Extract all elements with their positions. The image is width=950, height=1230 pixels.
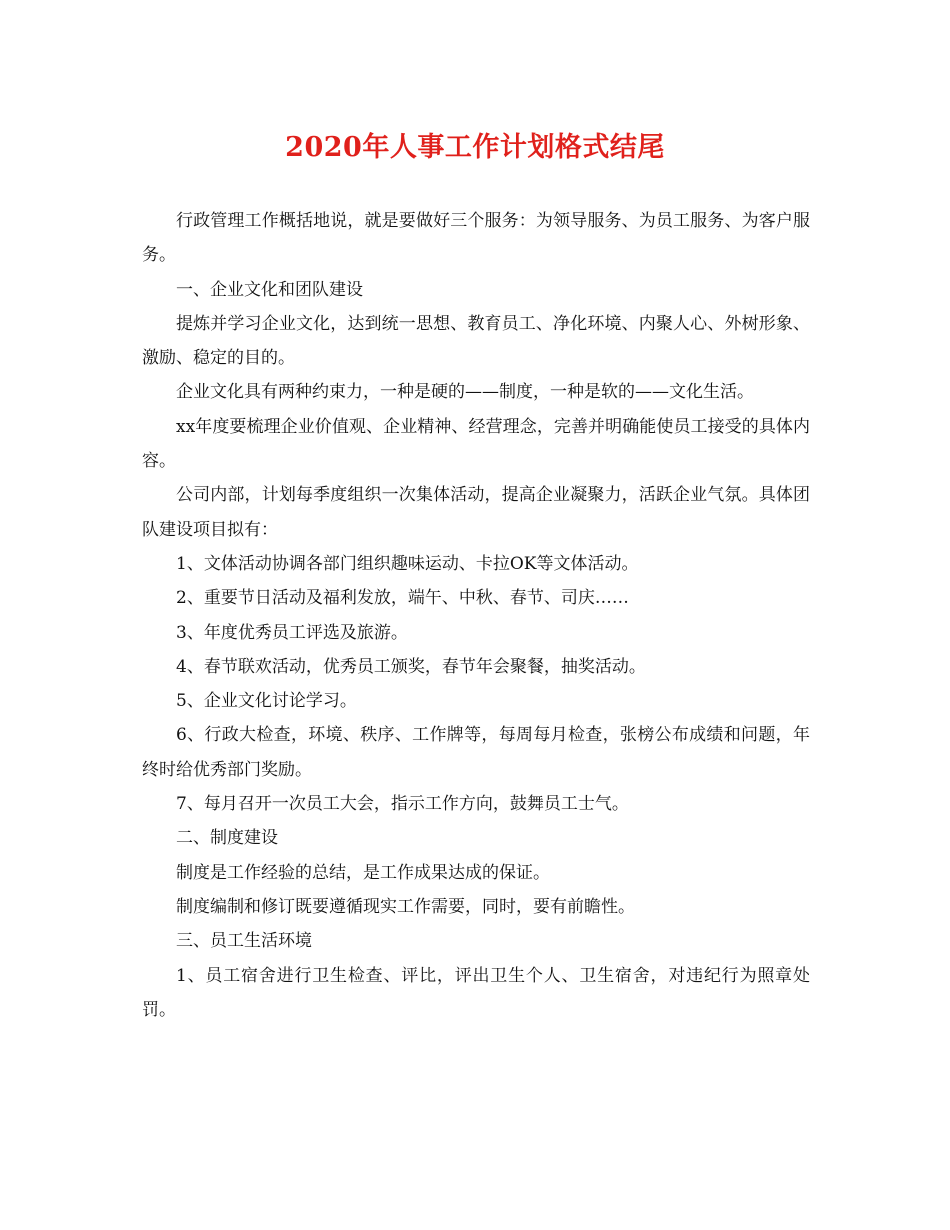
list-item: 1、员工宿舍进行卫生检查、评比，评出卫生个人、卫生宿舍，对违纪行为照章处罚。 — [142, 965, 810, 1020]
list-item: 4、春节联欢活动，优秀员工颁奖，春节年会聚餐，抽奖活动。 — [176, 656, 646, 677]
paragraph: 企业文化具有两种约束力，一种是硬的——制度，一种是软的——文化生活。 — [176, 382, 754, 403]
list-item: 6、行政大检查，环境、秩序、工作牌等，每周每月检查，张榜公布成绩和问题，年终时给优秀部门奖励。 — [142, 725, 810, 780]
paragraph: xx年度要梳理企业价值观、企业精神、经营理念，完善并明确能使员工接受的具体内容。 — [142, 416, 810, 472]
paragraph: 提炼并学习企业文化，达到统一思想、教育员工、净化环境、内聚人心、外树形象、激励、稳定的目的。 — [142, 313, 810, 369]
paragraph: 制度是工作经验的总结，是工作成果达成的保证。 — [176, 862, 550, 883]
list-item: 5、企业文化讨论学习。 — [176, 691, 357, 712]
document-body — [142, 204, 810, 1027]
list-item: 2、重要节日活动及福利发放，端午、中秋、春节、司庆…… — [176, 588, 629, 609]
list-item: 7、每月召开一次员工大会，指示工作方向，鼓舞员工士气。 — [176, 794, 629, 815]
list-item: 1、文体活动协调各部门组织趣味运动、卡拉OK等文体活动。 — [176, 553, 639, 574]
section-heading-environment: 三、员工生活环境 — [176, 931, 312, 952]
document-title: 2020年人事工作计划格式结尾 — [285, 132, 665, 163]
section-heading-culture: 一、企业文化和团队建设 — [176, 279, 363, 300]
paragraph: 制度编制和修订既要遵循现实工作需要，同时，要有前瞻性。 — [176, 896, 635, 917]
paragraph-intro: 行政管理工作概括地说，就是要做好三个服务：为领导服务、为员工服务、为客户服务。 — [142, 211, 810, 266]
section-heading-rules: 二、制度建设 — [176, 828, 278, 849]
list-item: 3、年度优秀员工评选及旅游。 — [176, 622, 408, 643]
paragraph: 公司内部，计划每季度组织一次集体活动，提高企业凝聚力，活跃企业气氛。具体团队建设项目拟有： — [142, 485, 810, 540]
